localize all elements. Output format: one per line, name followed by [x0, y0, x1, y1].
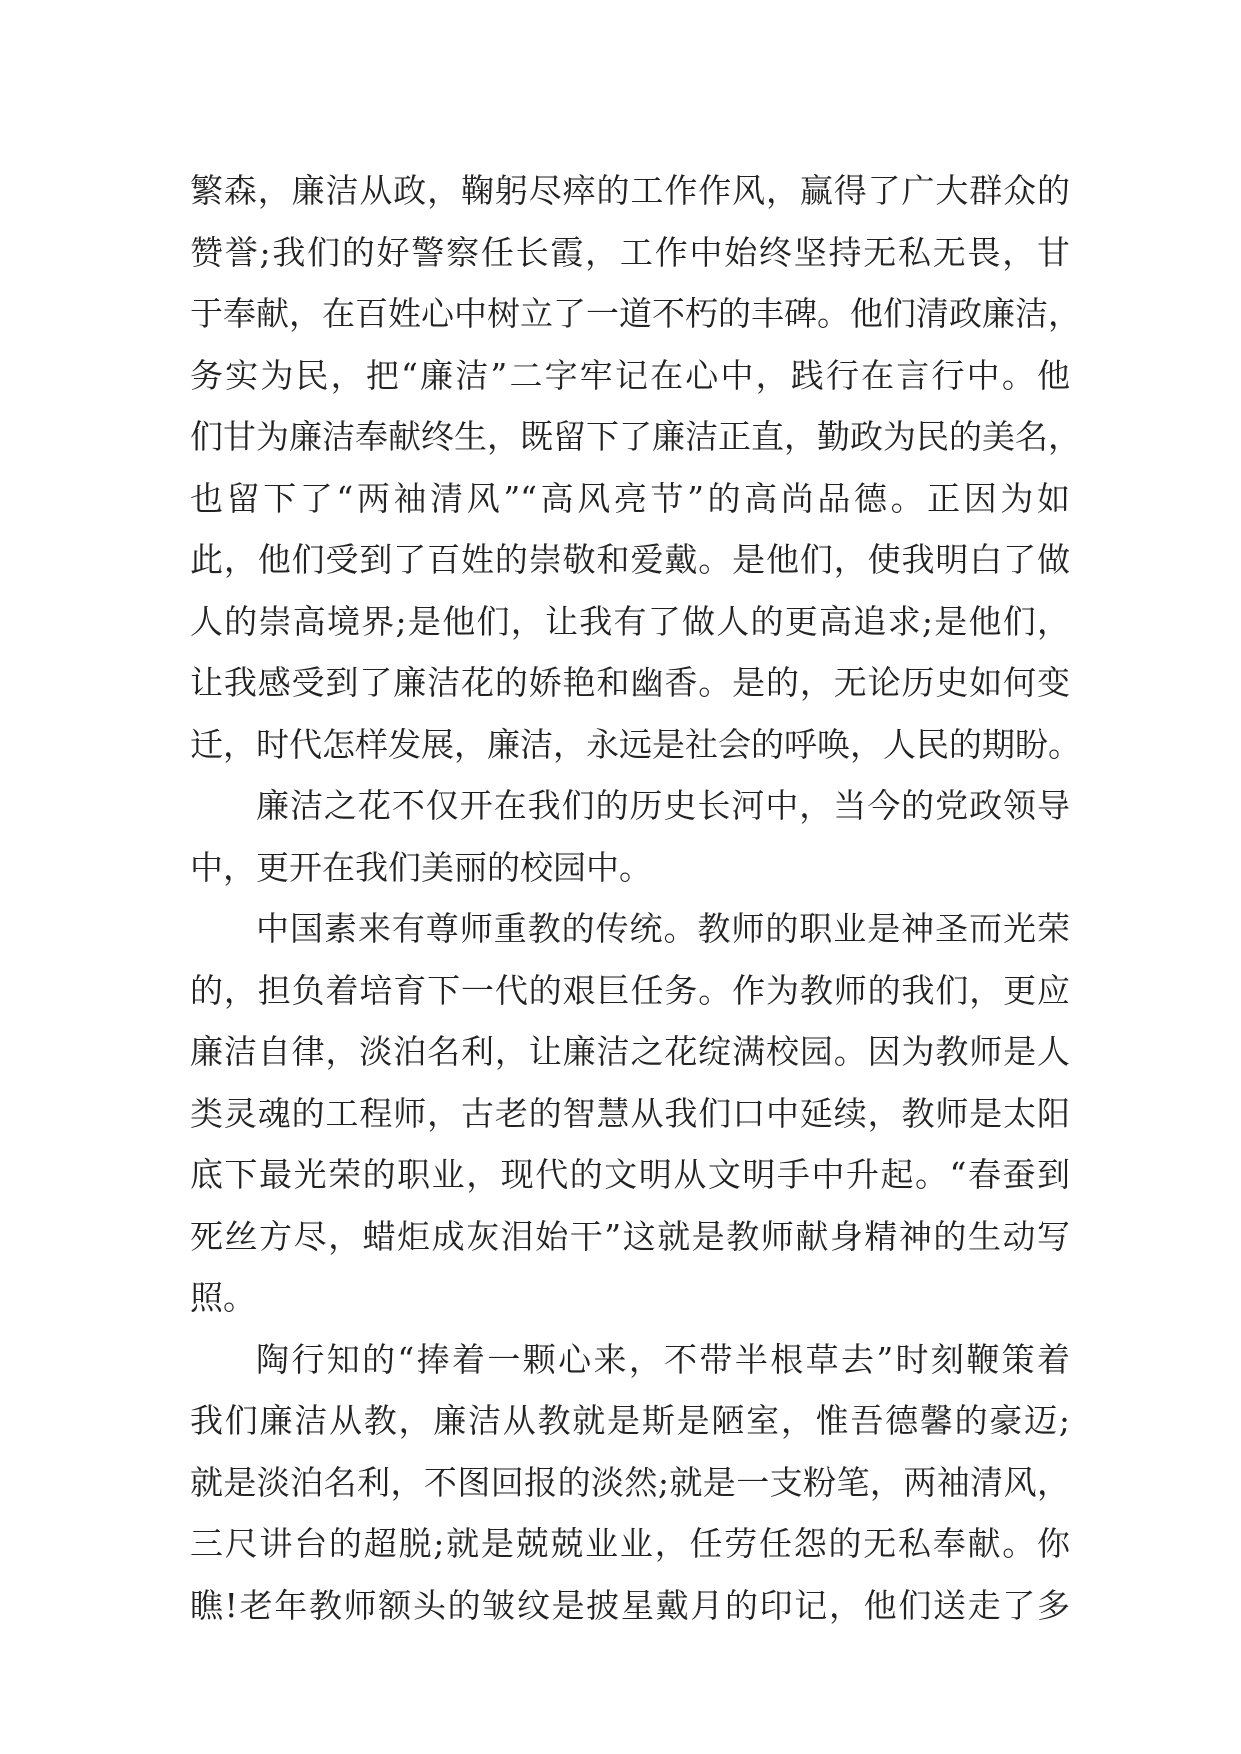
text-line: 底下最光荣的职业，现代的文明从文明手中升起。“春蚕到 [190, 1155, 1070, 1194]
text-line: 瞧!老年教师额头的皱纹是披星戴月的印记，他们送走了多 [190, 1585, 1070, 1625]
text-line: 人的崇高境界;是他们，让我有了做人的更高追求;是他们， [190, 601, 1070, 641]
text-line: 廉洁自律，淡泊名利，让廉洁之花绽满校园。因为教师是人 [190, 1032, 1070, 1071]
text-line: 我们廉洁从教，廉洁从教就是斯是陋室，惟吾德馨的豪迈; [190, 1401, 1070, 1440]
text-line: 赞誉;我们的好警察任长霞，工作中始终坚持无私无畏，甘 [190, 232, 1070, 272]
text-line: 中，更开在我们美丽的校园中。 [190, 847, 652, 887]
text-line: 让我感受到了廉洁花的娇艳和幽香。是的，无论历史如何变 [190, 663, 1070, 702]
document-body [190, 160, 1081, 1636]
text-line: 就是淡泊名利，不图回报的淡然;就是一支粉笔，两袖清风， [190, 1462, 1070, 1502]
text-line: 也留下了“两袖清风”“高风亮节”的高尚品德。正因为如 [190, 478, 1070, 518]
text-line: 繁森，廉洁从政，鞠躬尽瘁的工作作风，赢得了广大群众的 [190, 171, 1070, 210]
text-line: 照。 [190, 1278, 256, 1317]
text-line: 此，他们受到了百姓的崇敬和爱戴。是他们，使我明白了做 [190, 540, 1070, 579]
text-line: 的，担负着培育下一代的艰巨任务。作为教师的我们，更应 [190, 970, 1070, 1010]
text-line: 务实为民，把“廉洁”二字牢记在心中，践行在言行中。他 [190, 355, 1070, 395]
text-line: 们甘为廉洁奉献终生，既留下了廉洁正直，勤政为民的美名， [190, 417, 1081, 456]
text-line: 类灵魂的工程师，古老的智慧从我们口中延续，教师是太阳 [190, 1093, 1070, 1133]
text-line: 于奉献，在百姓心中树立了一道不朽的丰碑。他们清政廉洁， [190, 294, 1081, 333]
text-line: 迁，时代怎样发展，廉洁，永远是社会的呼唤，人民的期盼。 [190, 724, 1081, 764]
text-line: 中国素来有尊师重教的传统。教师的职业是神圣而光荣 [256, 909, 1070, 948]
text-line: 廉洁之花不仅开在我们的历史长河中，当今的党政领导 [256, 786, 1070, 825]
text-line: 三尺讲台的超脱;就是兢兢业业，任劳任怨的无私奉献。你 [190, 1524, 1070, 1563]
text-line: 死丝方尽，蜡炬成灰泪始干”这就是教师献身精神的生动写 [190, 1216, 1070, 1256]
text-line: 陶行知的“捧着一颗心来，不带半根草去”时刻鞭策着 [256, 1339, 1070, 1379]
